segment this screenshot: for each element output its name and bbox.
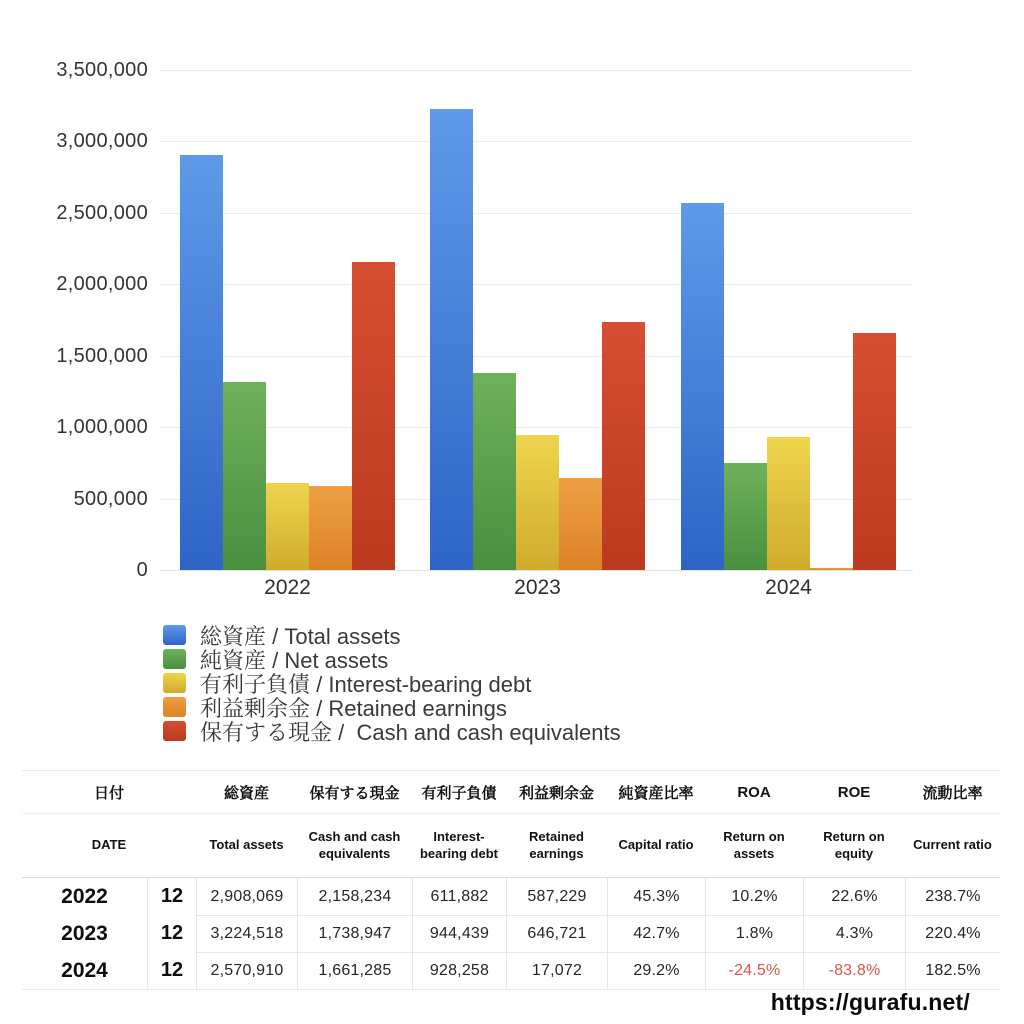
bar-series4-2024 — [810, 568, 853, 570]
header-en-cell: Retained earnings — [529, 828, 584, 861]
header-ja-cell: 流動比率 — [922, 784, 983, 802]
cell-value: 646,721 — [506, 915, 607, 952]
site-url-link[interactable]: https://gurafu.net/ — [770, 989, 970, 1015]
bar-series4-2023 — [559, 478, 602, 570]
cell-value: 928,258 — [412, 952, 506, 989]
legend-label: 純資産 / Net assets — [200, 647, 389, 673]
cell-value: 17,072 — [506, 952, 607, 989]
cell-year: 2024 — [61, 958, 108, 982]
bar-series4-2022 — [309, 486, 352, 570]
bar-series2-2024 — [724, 463, 767, 570]
header-ja-cell: ROA — [737, 783, 771, 801]
legend-swatch-icon — [163, 673, 186, 693]
cell-month: 12 — [147, 915, 196, 952]
header-en-cell: Current ratio — [913, 837, 992, 853]
bar-series5-2024 — [853, 333, 896, 570]
bar-series3-2023 — [516, 435, 559, 570]
cell-value: 1,661,285 — [297, 952, 412, 989]
cell-value: 1.8% — [705, 915, 803, 952]
cell-value: 22.6% — [803, 878, 905, 915]
cell-value: 10.2% — [705, 878, 803, 915]
bar-group-2024 — [681, 70, 896, 570]
financial-data-table — [22, 770, 1000, 990]
cell-value: 29.2% — [607, 952, 705, 989]
header-en-cell: Capital ratio — [618, 837, 694, 853]
header-en-cell: DATE — [91, 837, 127, 853]
cell-value: 182.5% — [905, 952, 1000, 989]
legend-swatch-icon — [163, 649, 186, 669]
cell-month: 12 — [147, 878, 196, 915]
bar-chart-plot-area — [160, 70, 913, 570]
header-ja-cell: 保有する現金 — [309, 784, 400, 802]
bar-series1-2023 — [430, 109, 473, 570]
header-en-cell: Return on equity — [823, 828, 885, 861]
cell-month: 12 — [147, 952, 196, 989]
header-ja-cell: ROE — [837, 783, 871, 801]
legend-swatch-icon — [163, 625, 186, 645]
cell-value: 4.3% — [803, 915, 905, 952]
legend-swatch-icon — [163, 697, 186, 717]
x-tick-label-2024: 2024 — [765, 576, 812, 599]
x-tick-label-2022: 2022 — [264, 576, 311, 599]
y-tick-label: 2,000,000 — [56, 273, 148, 296]
bar-series5-2022 — [352, 262, 395, 570]
cell-value: -24.5% — [705, 952, 803, 989]
cell-year: 2023 — [61, 921, 108, 945]
legend-item-5 — [163, 719, 621, 743]
bar-group-2022 — [180, 70, 395, 570]
header-ja-cell: 純資産比率 — [618, 784, 694, 802]
header-ja-cell: 有利子負債 — [421, 784, 497, 802]
y-tick-label: 500,000 — [73, 487, 148, 510]
legend-swatch-icon — [163, 721, 186, 741]
cell-value: 611,882 — [412, 878, 506, 915]
cell-value: 944,439 — [412, 915, 506, 952]
bar-series1-2024 — [681, 203, 724, 570]
cell-value: 45.3% — [607, 878, 705, 915]
x-tick-label-2023: 2023 — [514, 576, 561, 599]
header-ja-cell: 利益剰余金 — [518, 784, 594, 802]
bar-series3-2024 — [767, 437, 810, 570]
cell-value: 587,229 — [506, 878, 607, 915]
table-row-2022 — [22, 878, 1000, 915]
cell-value: 2,570,910 — [196, 952, 297, 989]
y-tick-label: 1,000,000 — [56, 416, 148, 439]
cell-value: 220.4% — [905, 915, 1000, 952]
cell-value: 1,738,947 — [297, 915, 412, 952]
cell-value: 238.7% — [905, 878, 1000, 915]
bar-series2-2022 — [223, 382, 266, 570]
cell-year: 2022 — [61, 884, 108, 908]
cell-value: 2,908,069 — [196, 878, 297, 915]
header-en-cell: Return on assets — [723, 828, 785, 861]
header-en-cell: Interest-bearing debt — [419, 828, 498, 861]
header-ja-cell: 総資産 — [223, 784, 269, 802]
header-en-cell: Total assets — [209, 837, 284, 853]
header-en-cell: Cash and cash equivalents — [308, 828, 401, 861]
table-header-ja — [22, 771, 1000, 814]
bar-series5-2023 — [602, 322, 645, 570]
y-tick-label: 3,000,000 — [56, 130, 148, 153]
chart-legend — [163, 623, 621, 743]
bar-series1-2022 — [180, 155, 223, 570]
legend-label: 保有する現金 / Cash and cash equivalents — [200, 719, 621, 745]
y-tick-label: 0 — [136, 559, 148, 581]
cell-value: -83.8% — [803, 952, 905, 989]
table-header-en — [22, 814, 1000, 878]
cell-value: 2,158,234 — [297, 878, 412, 915]
table-row-2024 — [22, 952, 1000, 989]
y-tick-label: 3,500,000 — [56, 59, 148, 81]
legend-label: 利益剰余金 / Retained earnings — [200, 695, 507, 721]
y-tick-label: 1,500,000 — [56, 344, 148, 367]
cell-value: 42.7% — [607, 915, 705, 952]
gridline-0 — [160, 570, 913, 571]
bar-series2-2023 — [473, 373, 516, 570]
bar-group-2023 — [430, 70, 645, 570]
y-tick-label: 2,500,000 — [56, 201, 148, 224]
legend-label: 有利子負債 / Interest-bearing debt — [200, 671, 532, 697]
cell-value: 3,224,518 — [196, 915, 297, 952]
bar-series3-2022 — [266, 483, 309, 570]
header-ja-cell: 日付 — [93, 784, 124, 802]
legend-label: 総資産 / Total assets — [200, 623, 401, 649]
table-row-2023 — [22, 915, 1000, 952]
